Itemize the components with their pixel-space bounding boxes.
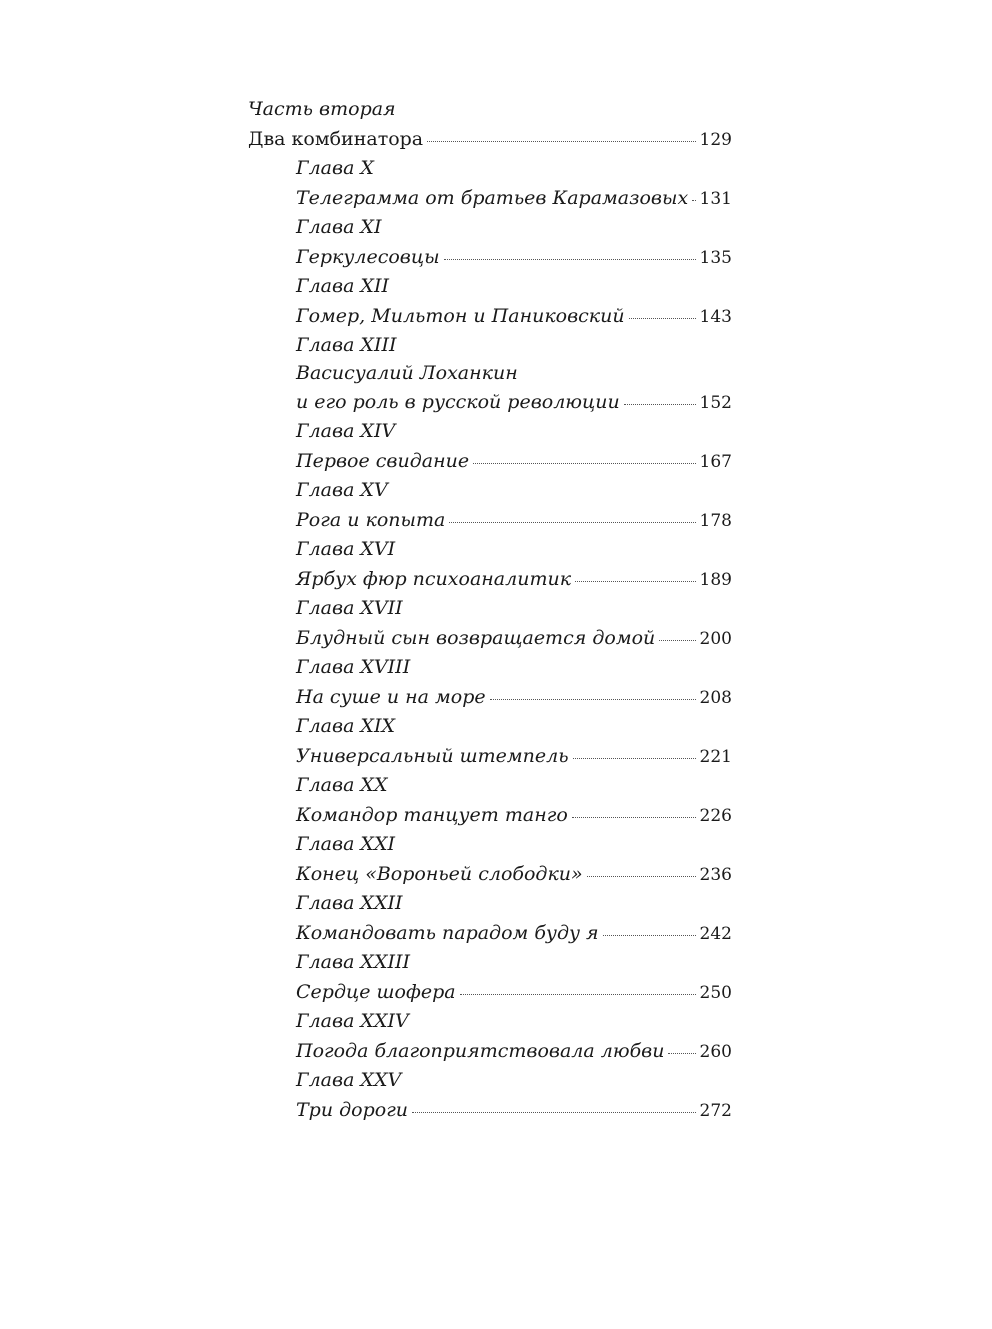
chapter-title: Погода благоприятствовала любви [296,1040,665,1062]
chapter-entry[interactable] [296,712,732,771]
chapter-label: Глава XX [296,774,388,796]
dot-leader [668,1053,695,1054]
page-number: 200 [699,629,732,649]
dot-leader [692,200,695,201]
part-title: Два комбинатора [248,128,424,150]
page-number: 236 [699,865,732,885]
chapter-title: Командор танцует танго [296,804,568,826]
chapter-label: Глава XVI [296,538,396,560]
chapter-label: Глава XXIV [296,1010,409,1032]
page-number: 250 [699,983,732,1003]
chapter-title: Универсальный штемпель [296,745,569,767]
chapter-label: Глава XII [296,275,389,297]
chapter-title: Конец «Вороньей слободки» [296,863,583,885]
chapter-label: Глава XIX [296,715,395,737]
chapter-entry[interactable] [296,272,732,331]
chapter-title: Рога и копыта [296,509,446,531]
page-number: 221 [699,747,732,767]
chapter-label: Глава XXII [296,892,403,914]
page-number: 226 [699,806,732,826]
dot-leader [575,581,695,582]
chapter-entry[interactable] [296,154,732,213]
page-number: 135 [699,248,732,268]
chapter-entry[interactable] [296,331,732,417]
page-number: 208 [699,688,732,708]
dot-leader [572,817,696,818]
chapter-label: Глава XV [296,479,388,501]
dot-leader [449,522,695,523]
page-number: 242 [699,924,732,944]
chapter-entry[interactable] [296,417,732,476]
chapter-title-line1: Васисуалий Лоханкин [296,362,518,384]
dot-leader [629,318,696,319]
dot-leader [490,699,696,700]
chapter-label: Глава X [296,157,374,179]
chapter-entry[interactable] [296,1007,732,1066]
chapter-entry[interactable] [296,476,732,535]
page-number: 189 [699,570,732,590]
chapter-title: Ярбух фюр психоаналитик [296,568,572,590]
chapter-title: На суше и на море [296,686,486,708]
page-number: 129 [699,130,732,150]
page-number: 131 [699,189,732,209]
chapter-entry[interactable] [296,948,732,1007]
chapter-title: Геркулесовцы [296,246,440,268]
dot-leader [587,876,696,877]
chapter-title: Три дороги [296,1099,409,1121]
dot-leader [473,463,695,464]
chapter-title: Телеграмма от братьев Карамазовых [296,187,689,209]
chapter-label: Глава XI [296,216,382,238]
chapter-title: Гомер, Мильтон и Паниковский [296,305,625,327]
table-of-contents [248,94,732,1125]
part-label: Часть вторая [248,98,396,120]
dot-leader [460,994,696,995]
chapter-entry[interactable] [296,830,732,889]
chapter-entry[interactable] [296,653,732,712]
chapter-label: Глава XIV [296,420,396,442]
page-number: 167 [699,452,732,472]
page-number: 143 [699,307,732,327]
chapter-title: Сердце шофера [296,981,456,1003]
chapter-label: Глава XVII [296,597,403,619]
chapter-entry[interactable] [296,889,732,948]
part-title-entry[interactable] [248,124,732,154]
page-number: 152 [699,393,732,413]
dot-leader [659,640,695,641]
dot-leader [412,1112,696,1113]
chapter-entry[interactable] [296,1066,732,1125]
page-number: 272 [699,1101,732,1121]
dot-leader [603,935,696,936]
chapter-label: Глава XXI [296,833,395,855]
chapter-label: Глава XIII [296,334,397,356]
page-number: 178 [699,511,732,531]
chapter-title: и его роль в русской революции [296,391,620,413]
chapter-entry[interactable] [296,213,732,272]
chapter-title: Первое свидание [296,450,470,472]
chapter-title: Блудный сын возвращается домой [296,627,656,649]
page-number: 260 [699,1042,732,1062]
dot-leader [573,758,696,759]
chapter-label: Глава XXV [296,1069,402,1091]
chapter-entry[interactable] [296,594,732,653]
dot-leader [444,259,696,260]
dot-leader [427,141,695,142]
chapter-entry[interactable] [296,771,732,830]
dot-leader [624,404,696,405]
chapter-label: Глава XXIII [296,951,410,973]
chapter-title: Командовать парадом буду я [296,922,599,944]
chapter-label: Глава XVIII [296,656,411,678]
chapter-entry[interactable] [296,535,732,594]
